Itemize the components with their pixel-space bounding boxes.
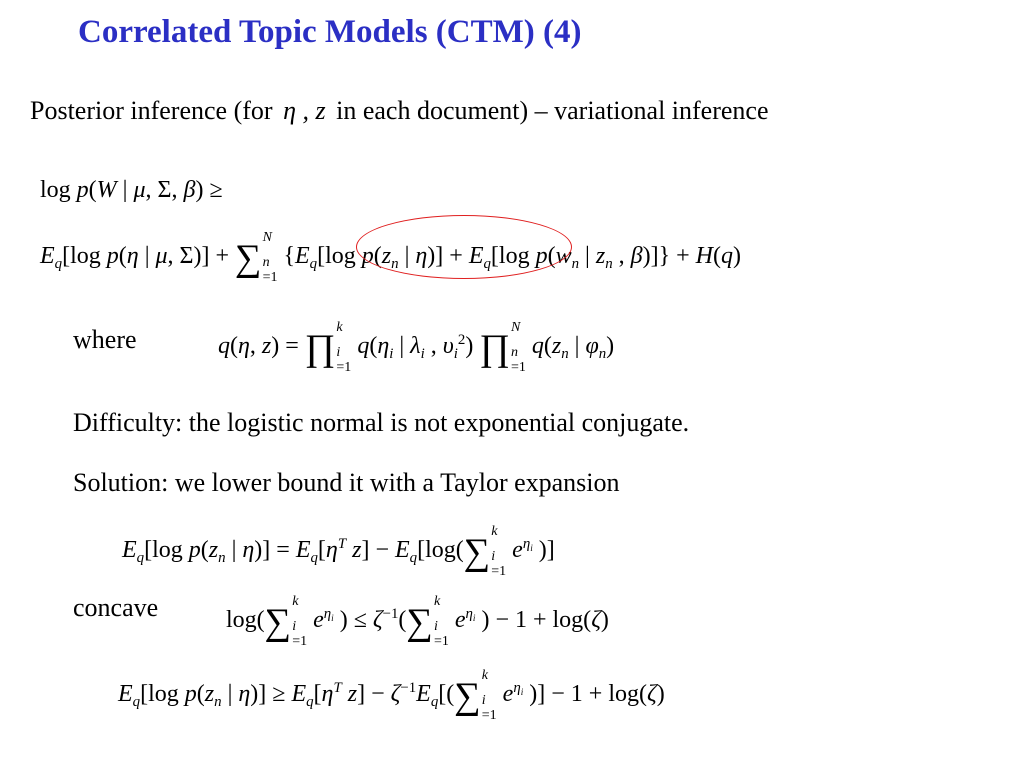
concave-label: concave [73, 593, 159, 622]
where-label: where [73, 325, 137, 354]
eq-variational-distribution: q(η, z) = ∏ k i =1 $q(\eta_i$ | $\lambda_i$ , $\upsilon_i^2$) ∏ N n =1 $q(z_n$ | $\varphi_n$) [218, 320, 615, 375]
highlight-ellipse [356, 215, 572, 279]
eq-concave-bound: log(∑ k i =1 $e^{\eta_i}$ ) ≤ $\zeta^{-1}(\sum$ k i =1 $e^{\eta_i}$ ) − 1 + log(ζ) [226, 594, 609, 649]
eq-expectation: $E_q[\log$ $p(z_n$ | $\eta)] = E_q[\eta^T$ $z] - E_q[\log(\sum$ k i =1 $e^{\eta_i}$ )] [122, 524, 555, 579]
intro-after: in each document) – variational inference [336, 96, 769, 125]
intro-vars: η , z [283, 96, 326, 125]
intro-before: Posterior inference (for [30, 96, 273, 125]
eq-log-likelihood: log p(W | μ, Σ, β) ≥ [40, 177, 223, 203]
solution-text: Solution: we lower bound it with a Taylor expansion [73, 468, 620, 497]
eq-elbo: $E_q[\log$ p(η | μ, Σ)] + ∑ N n =1 {$E_q[\log$ $p(z_n$ | $\eta)] + E_q[\log$ $p(w_n$ | $z_n$ , β)]} + H(q) [40, 230, 741, 285]
slide-title: Correlated Topic Models (CTM) (4) [78, 14, 582, 50]
eq-final-bound: $E_q[\log$ $p(z_n$ | $\eta)] \ge E_q[\eta^T$ $z] - \zeta^{-1}E_q[(\sum$ k i =1 $e^{\eta_i}$ )] − 1 + log(ζ) [118, 668, 665, 723]
difficulty-text: Difficulty: the logistic normal is not exponential conjugate. [73, 408, 690, 437]
intro-line [30, 96, 769, 126]
